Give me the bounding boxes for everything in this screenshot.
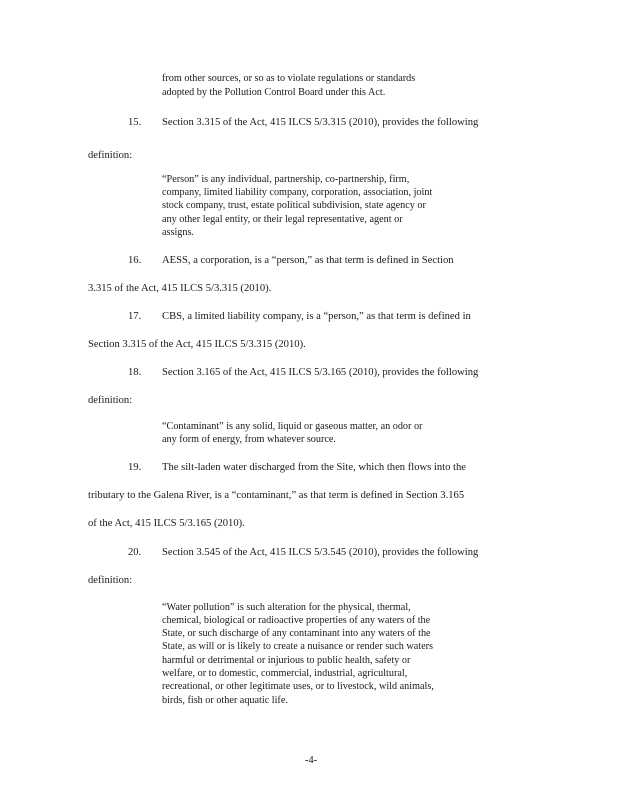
quote-line: harmful or detrimental or injurious to public health, safety or (162, 655, 411, 666)
paragraph-number: 20. (128, 547, 142, 558)
quote-line: any other legal entity, or their legal representative, agent or (162, 214, 403, 225)
paragraph-line: Section 3.545 of the Act, 415 ILCS 5/3.545 (2010), provides the following (162, 547, 479, 558)
paragraph-number: 16. (128, 255, 142, 266)
quote-line: recreational, or other legitimate uses, or to livestock, wild animals, (162, 681, 434, 692)
paragraph-line: The silt-laden water discharged from the Site, which then flows into the (162, 462, 467, 473)
paragraph-line: Section 3.165 of the Act, 415 ILCS 5/3.165 (2010), provides the following (162, 367, 479, 378)
quote-line: birds, fish or other aquatic life. (162, 695, 288, 706)
paragraph-number: 19. (128, 462, 142, 473)
quote-line: chemical, biological or radioactive properties of any waters of the (162, 615, 431, 626)
quote-line: from other sources, or so as to violate regulations or standards (162, 73, 416, 84)
paragraph-line: tributary to the Galena River, is a “contaminant,” as that term is defined in Section 3.165 (88, 490, 465, 501)
paragraph-line: definition: (88, 395, 133, 406)
quote-line: “Water pollution” is such alteration for the physical, thermal, (162, 602, 411, 613)
quote-line: welfare, or to domestic, commercial, industrial, agricultural, (162, 668, 408, 679)
page-number: -4- (304, 755, 318, 766)
quote-line: any form of energy, from whatever source. (162, 434, 336, 445)
paragraph-number: 17. (128, 311, 142, 322)
quote-line: “Person” is any individual, partnership, co-partnership, firm, (162, 174, 410, 185)
quote-line: State, or such discharge of any contaminant into any waters of the (162, 628, 431, 639)
quote-line: assigns. (162, 227, 194, 238)
paragraph-number: 18. (128, 367, 142, 378)
paragraph-line: definition: (88, 150, 133, 161)
paragraph-line: AESS, a corporation, is a “person,” as that term is defined in Section (162, 255, 454, 266)
quote-line: “Contaminant” is any solid, liquid or gaseous matter, an odor or (162, 421, 423, 432)
paragraph-line: CBS, a limited liability company, is a “person,” as that term is defined in (162, 311, 471, 322)
paragraph-line: of the Act, 415 ILCS 5/3.165 (2010). (88, 518, 245, 529)
paragraph-line: Section 3.315 of the Act, 415 ILCS 5/3.315 (2010), provides the following (162, 117, 479, 128)
quote-line: State, as will or is likely to create a nuisance or render such waters (162, 641, 434, 652)
paragraph-line: Section 3.315 of the Act, 415 ILCS 5/3.315 (2010). (88, 339, 306, 350)
paragraph-line: definition: (88, 575, 133, 586)
paragraph-line: 3.315 of the Act, 415 ILCS 5/3.315 (2010). (88, 283, 272, 294)
paragraph-number: 15. (128, 117, 142, 128)
quote-line: adopted by the Pollution Control Board under this Act. (162, 87, 386, 98)
quote-line: company, limited liability company, corporation, association, joint (162, 187, 433, 198)
quote-line: stock company, trust, estate political subdivision, state agency or (162, 200, 426, 211)
